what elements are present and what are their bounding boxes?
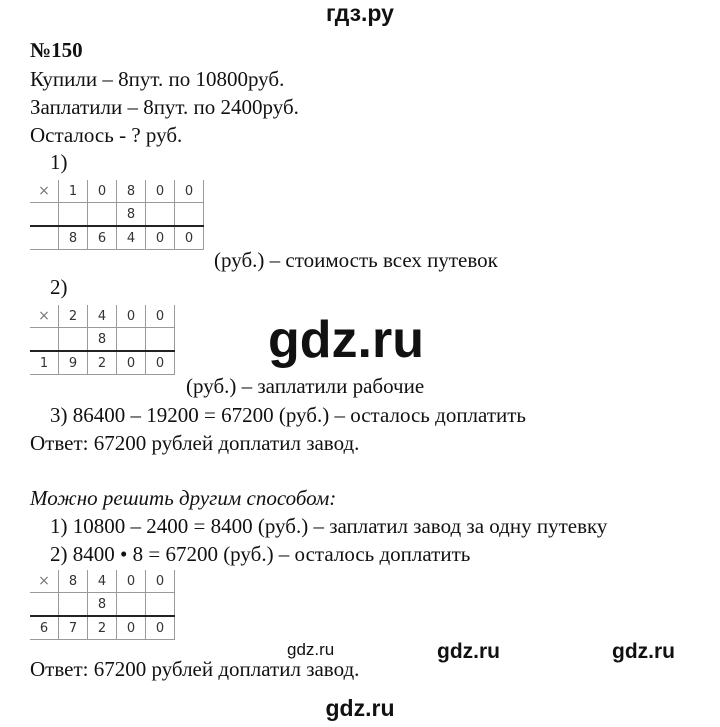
grid-cell: 7 [59, 616, 88, 640]
grid-cell [146, 328, 175, 352]
grid-cell: 2 [88, 351, 117, 375]
grid-cell [146, 593, 175, 617]
step3-line: 3) 86400 – 19200 = 67200 (руб.) – осталось доплатить [50, 403, 526, 427]
grid-cell: 8 [88, 328, 117, 352]
times-sign: × [30, 180, 59, 203]
grid-cell: 0 [117, 305, 146, 328]
grid-cell: 0 [146, 180, 175, 203]
grid-cell: 1 [59, 180, 88, 203]
grid-cell [30, 593, 59, 617]
alternative-intro: Можно решить другим способом: [30, 486, 337, 510]
grid-cell: 0 [146, 305, 175, 328]
grid-cell [30, 226, 59, 250]
grid-cell [30, 203, 59, 227]
grid-cell: 4 [88, 570, 117, 593]
watermark-bottom-mid: gdz.ru [437, 640, 500, 663]
grid-cell [146, 203, 175, 227]
watermark-center: gdz.ru [268, 311, 424, 369]
grid-cell [88, 203, 117, 227]
step2-multiplication-grid [30, 305, 175, 375]
grid-cell: 6 [88, 226, 117, 250]
grid-cell [59, 328, 88, 352]
site-header: гдз.ру [326, 0, 394, 26]
grid-cell: 0 [175, 180, 204, 203]
grid-cell: 1 [30, 351, 59, 375]
condition-line-3: Осталось - ? руб. [30, 123, 183, 147]
grid-cell: 6 [30, 616, 59, 640]
step1-multiplication-grid [30, 180, 204, 250]
step2-caption: (руб.) – заплатили рабочие [186, 374, 425, 398]
grid-cell: 0 [146, 226, 175, 250]
step2-label: 2) [50, 275, 68, 299]
grid-cell: 0 [117, 616, 146, 640]
grid-cell: 4 [117, 226, 146, 250]
site-footer: gdz.ru [325, 695, 395, 721]
grid-cell [59, 203, 88, 227]
grid-cell [117, 328, 146, 352]
grid-cell: 8 [88, 593, 117, 617]
grid-cell [117, 593, 146, 617]
grid-cell: 8 [59, 570, 88, 593]
times-sign: × [30, 305, 59, 328]
grid-cell [59, 593, 88, 617]
times-sign: × [30, 570, 59, 593]
grid-cell: 0 [175, 226, 204, 250]
grid-cell: 0 [146, 351, 175, 375]
grid-cell: 0 [146, 616, 175, 640]
grid-cell: 2 [59, 305, 88, 328]
grid-cell: 0 [117, 570, 146, 593]
watermark-small: gdz.ru [287, 640, 335, 659]
step1-caption: (руб.) – стоимость всех путевок [214, 248, 498, 272]
alternative-multiplication-grid [30, 570, 175, 640]
condition-line-2: Заплатили – 8пут. по 2400руб. [30, 95, 299, 119]
condition-line-1: Купили – 8пут. по 10800руб. [30, 67, 285, 91]
alternative-line-1: 1) 10800 – 2400 = 8400 (руб.) – заплатил завод за одну путевку [50, 514, 608, 538]
grid-cell: 4 [88, 305, 117, 328]
grid-cell: 0 [146, 570, 175, 593]
grid-cell: 0 [117, 351, 146, 375]
watermark-bottom-right: gdz.ru [612, 640, 675, 663]
grid-cell [30, 328, 59, 352]
grid-cell: 8 [59, 226, 88, 250]
grid-cell: 8 [117, 180, 146, 203]
grid-cell: 9 [59, 351, 88, 375]
alternative-line-2: 2) 8400 • 8 = 67200 (руб.) – осталось доплатить [50, 542, 471, 566]
step1-label: 1) [50, 150, 68, 174]
grid-cell: 2 [88, 616, 117, 640]
problem-number: №150 [30, 38, 83, 62]
grid-cell: 8 [117, 203, 146, 227]
grid-cell [175, 203, 204, 227]
grid-cell: 0 [88, 180, 117, 203]
answer-1: Ответ: 67200 рублей доплатил завод. [30, 431, 360, 455]
answer-2: Ответ: 67200 рублей доплатил завод. [30, 657, 360, 681]
